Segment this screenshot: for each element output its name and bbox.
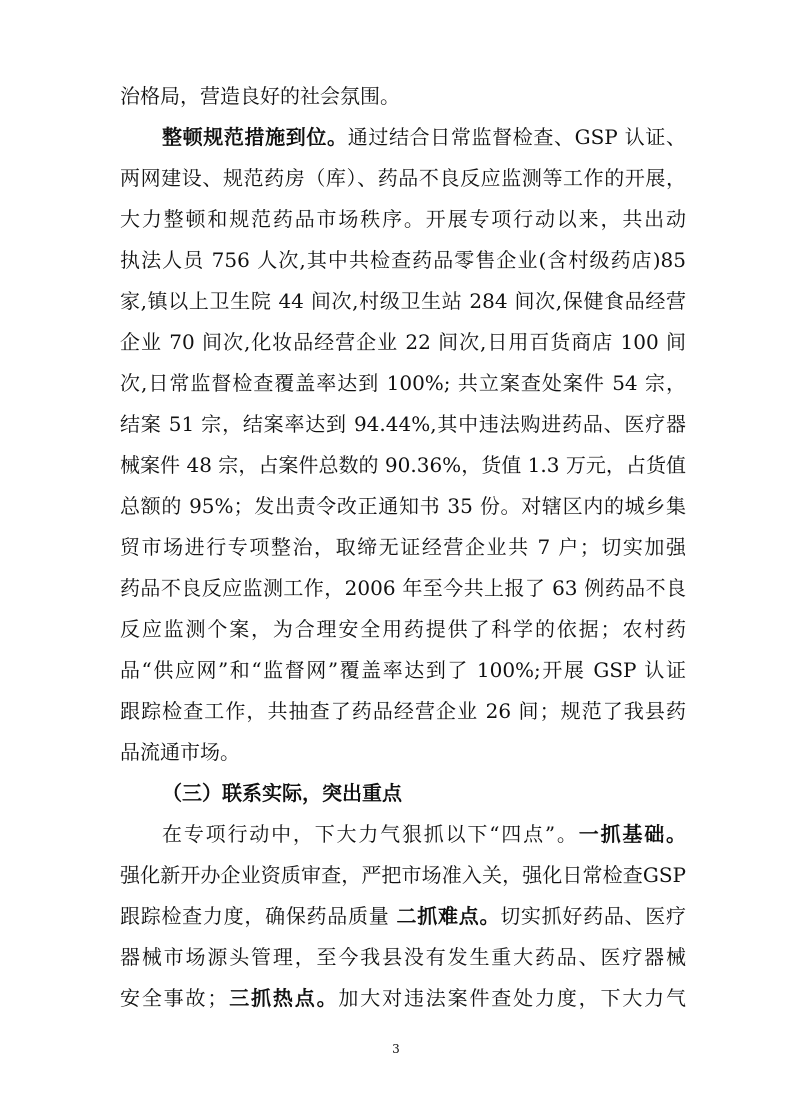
bold-lead-phrase: 一抓基础。 (578, 822, 686, 846)
body-text (120, 76, 686, 1019)
text-line (120, 117, 686, 158)
text-line (120, 568, 686, 609)
text-line (120, 199, 686, 240)
text-segment: 切实抓好药品、医疗 (500, 904, 686, 928)
text-line (120, 76, 686, 117)
text-segment: 加大对违法案件查处力度，下大力气 (338, 986, 686, 1010)
text-segment: 反应监测个案，为合理安全用药提供了科学的依据；农村药 (120, 617, 686, 641)
section-heading-text: （三）联系实际，突出重点 (162, 781, 402, 805)
text-segment: 贸市场进行专项整治，取缔无证经营企业共 7 户；切实加强 (120, 535, 686, 559)
text-segment: 在专项行动中，下大力气狠抓以下“四点”。 (162, 822, 579, 846)
text-line (120, 240, 686, 281)
text-segment: 跟踪检查力度，确保药品质量 (120, 904, 397, 928)
text-segment: 器械市场源头管理，至今我县没有发生重大药品、医疗器械 (120, 945, 686, 969)
text-line (120, 855, 686, 896)
text-line (120, 363, 686, 404)
text-segment: 两网建设、规范药房（库）、药品不良反应监测等工作的开展， (120, 166, 686, 190)
text-segment: 大力整顿和规范药品市场秩序。开展专项行动以来，共出动 (120, 207, 686, 231)
text-segment: 执法人员 756 人次,其中共检查药品零售企业(含村级药店)85 (120, 248, 686, 272)
text-segment: 强化新开办企业资质审查，严把市场准入关，强化日常检查GSP (120, 863, 686, 887)
text-line (120, 937, 686, 978)
text-segment: 家,镇以上卫生院 44 间次,村级卫生站 284 间次,保健食品经营 (120, 289, 686, 313)
text-line (120, 322, 686, 363)
bold-lead-phrase: 三抓热点。 (227, 986, 339, 1010)
text-segment: 跟踪检查工作，共抽查了药品经营企业 26 间；规范了我县药 (120, 699, 686, 723)
text-segment: 结案 51 宗，结案率达到 94.44%,其中违法购进药品、医疗器 (120, 412, 686, 436)
text-line (120, 896, 686, 937)
text-line (120, 281, 686, 322)
section-heading (120, 773, 686, 814)
text-line (120, 609, 686, 650)
text-segment: 药品不良反应监测工作，2006 年至今共上报了 63 例药品不良 (120, 576, 686, 600)
text-line (120, 814, 686, 855)
text-line (120, 158, 686, 199)
text-line (120, 691, 686, 732)
page-number: 3 (392, 1042, 400, 1056)
text-line (120, 978, 686, 1019)
text-segment: 通过结合日常监督检查、GSP 认证、 (347, 125, 686, 149)
text-line (120, 486, 686, 527)
text-segment: 品流通市场。 (120, 740, 240, 764)
bold-lead-phrase: 二抓难点。 (396, 904, 501, 928)
text-segment: 械案件 48 宗，占案件总数的 90.36%，货值 1.3 万元，占货值 (120, 453, 686, 477)
text-line (120, 404, 686, 445)
text-segment: 企业 70 间次,化妆品经营企业 22 间次,日用百货商店 100 间 (120, 330, 686, 354)
text-segment: 治格局，营造良好的社会氛围。 (120, 84, 400, 108)
text-line (120, 650, 686, 691)
bold-lead-phrase: 整顿规范措施到位。 (162, 125, 348, 149)
text-segment: 安全事故； (120, 986, 228, 1010)
text-segment: 总额的 95%；发出责令改正通知书 35 份。对辖区内的城乡集 (120, 494, 686, 518)
text-segment: 次,日常监督检查覆盖率达到 100%; 共立案查处案件 54 宗， (120, 371, 686, 395)
text-line (120, 445, 686, 486)
text-segment: 品“供应网”和“监督网”覆盖率达到了 100%;开展 GSP 认证 (120, 658, 686, 682)
text-line (120, 732, 686, 773)
text-line (120, 527, 686, 568)
